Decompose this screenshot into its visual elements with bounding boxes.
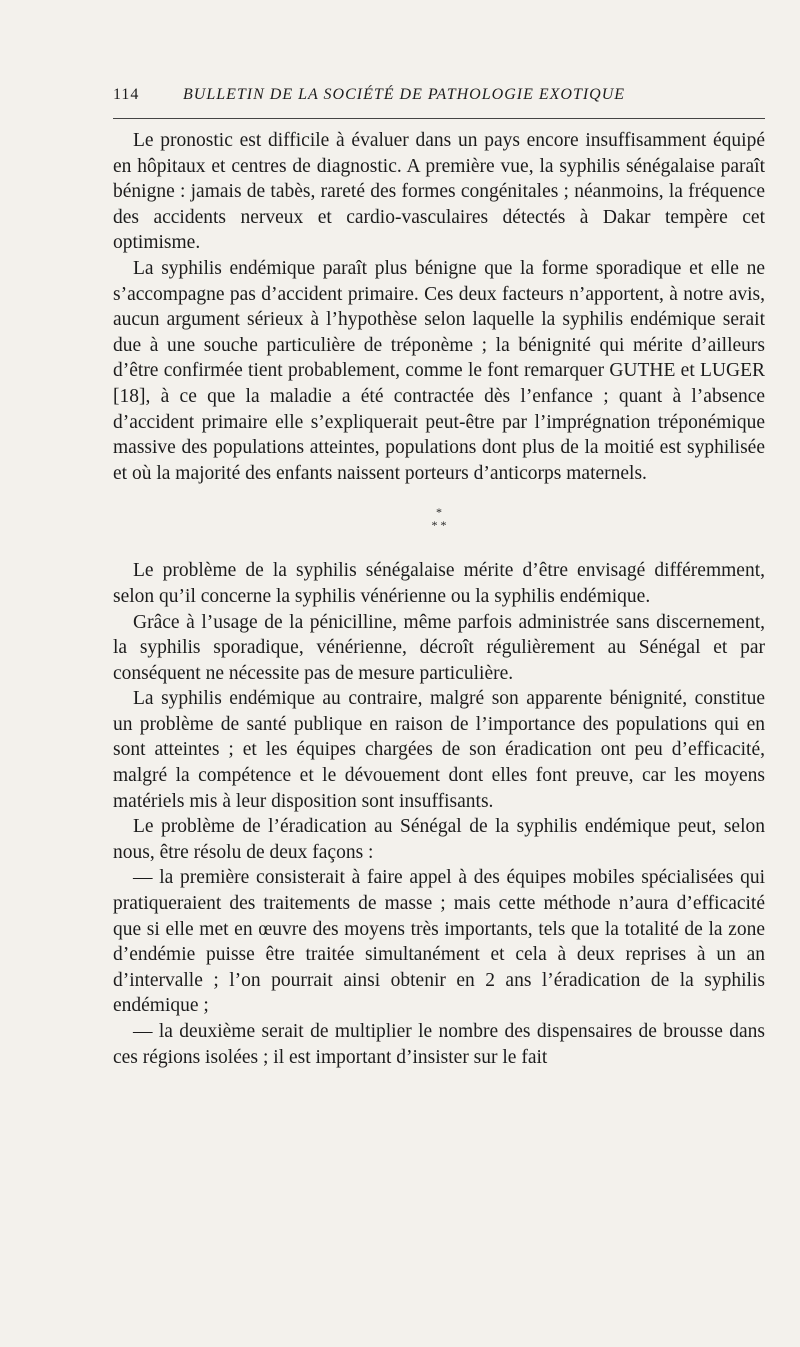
header-rule [113,118,765,119]
section-separator [113,506,765,532]
paragraph: Le problème de l’éradication au Sénégal de la syphilis endémique peut, selon nous, être résolu de deux façons : [113,816,765,863]
list-item: — la première consisterait à faire appel à des équipes mobiles spécialisées qui pratiqueraient des traitements de masse ; mais cette méthode n’aura d’efficacité que si elle met en œuvre des moyens très importants, tels que la totalité de la zone d’endémie puisse être traitée simultanément et cela à deux reprises à un an d’intervalle ; l’on pourrait ainsi obtenir en 2 ans l’éradication de la syphilis endémique ; [113,867,765,1017]
paragraph: Le problème de la syphilis sénégalaise mérite d’être envisagé différemment, selon qu’il concerne la syphilis vénérienne ou la syphilis endémique. [113,560,765,607]
separator-star-bottom: * * [431,518,447,533]
paragraph: Le pronostic est difficile à évaluer dans un pays encore insuffisamment équipé en hôpitaux et centres de diagnostic. A première vue, la syphilis sénégalaise paraît bénigne : jamais de tabès, rareté des formes congénitales ; néanmoins, la fréquence des accidents nerveux et cardio-vasculaires détectés à Dakar tempère cet optimisme. [113,130,765,254]
journal-title: BULLETIN DE LA SOCIÉTÉ DE PATHOLOGIE EXOTIQUE [183,86,626,103]
paragraph: La syphilis endémique au contraire, malgré son apparente bénignité, constitue un problème de santé publique en raison de l’importance des populations qui en sont atteintes ; et les équipes chargées de son éradication ont peu d’efficacité, malgré la compétence et le dévouement dont elles font preuve, car les moyens matériels mis à leur disposition sont insuffisants. [113,688,765,812]
separator-star-top: * [436,505,442,520]
body-text [113,128,765,1070]
list-item: — la deuxième serait de multiplier le nombre des dispensaires de brousse dans ces régions isolées ; il est important d’insister sur le fait [113,1021,765,1068]
paragraph: La syphilis endémique paraît plus bénigne que la forme sporadique et elle ne s’accompagne pas d’accident primaire. Ces deux facteurs n’apportent, à notre avis, aucun argument sérieux à l’hypothèse selon laquelle la syphilis endémique serait due à une souche particulière de tréponème ; la bénignité qui mérite d’ailleurs d’être confirmée tient probablement, comme le font remarquer GUTHE et LUGER [18], à ce que la maladie a été contractée dès l’enfance ; quant à l’absence d’accident primaire elle s’expliquerait peut-être par l’imprégnation tréponémique massive des populations atteintes, populations dont plus de la moitié est syphilisée et où la majorité des enfants naissent porteurs d’anticorps maternels. [113,257,765,484]
paragraph: Grâce à l’usage de la pénicilline, même parfois administrée sans discernement, la syphilis sporadique, vénérienne, décroît régulièrement au Sénégal et par conséquent ne nécessite pas de mesure particulière. [113,611,765,684]
page-number: 114 [113,86,140,103]
